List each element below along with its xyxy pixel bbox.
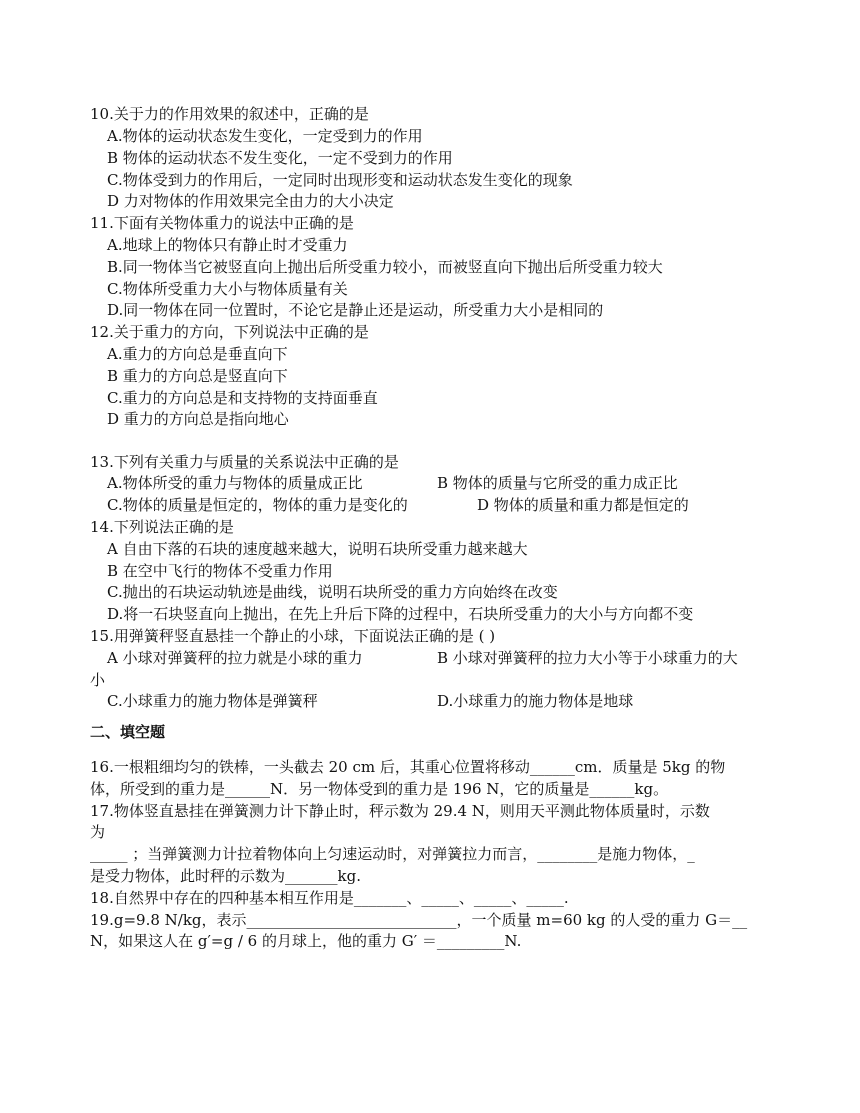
question-10-option-a: A.物体的运动状态发生变化，一定受到力的作用: [107, 127, 423, 145]
question-14-option-d: D.将一石块竖直向上抛出，在先上升后下降的过程中，石块所受重力的大小与方向都不变: [107, 605, 694, 623]
question-11-stem: 11.下面有关物体重力的说法中正确的是: [90, 214, 354, 232]
question-10-option-b: B 物体的运动状态不发生变化，一定不受到力的作用: [107, 149, 453, 167]
question-15-option-b-wrap: 小: [90, 671, 106, 689]
question-10-stem: 10.关于力的作用效果的叙述中，正确的是: [90, 105, 369, 123]
question-14-option-a: A 自由下落的石块的速度越来越大，说明石块所受重力越来越大: [107, 540, 528, 558]
question-15-stem: 15.用弹簧秤竖直悬挂一个静止的小球，下面说法正确的是 ( ): [90, 627, 496, 645]
question-14-stem: 14.下列说法正确的是: [90, 518, 234, 536]
question-11-option-b: B.同一物体当它被竖直向上抛出后所受重力较小，而被竖直向下抛出后所受重力较大: [107, 258, 663, 276]
question-17-line-2: 为: [90, 823, 106, 841]
question-11-option-c: C.物体所受重力大小与物体质量有关: [107, 280, 348, 298]
question-19-line-2: N，如果这人在 g′=g / 6 的月球上，他的重力 G′ ＝_________N.: [90, 932, 522, 950]
question-10-option-d: D 力对物体的作用效果完全由力的大小决定: [107, 192, 394, 210]
question-14-option-c: C.抛出的石块运动轨迹是曲线，说明石块所受的重力方向始终在改变: [107, 583, 558, 601]
question-13-stem: 13.下列有关重力与质量的关系说法中正确的是: [90, 453, 399, 471]
question-15-option-a: A 小球对弹簧秤的拉力就是小球的重力: [107, 649, 363, 667]
question-14-option-b: B 在空中飞行的物体不受重力作用: [107, 562, 333, 580]
question-12-option-a: A.重力的方向总是垂直向下: [107, 345, 288, 363]
question-13-option-d: D 物体的质量和重力都是恒定的: [477, 496, 689, 514]
question-13-option-b: B 物体的质量与它所受的重力成正比: [437, 474, 678, 492]
question-17-line-4: 是受力物体，此时秤的示数为_______kg.: [90, 867, 361, 885]
question-12-stem: 12.关于重力的方向，下列说法中正确的是: [90, 323, 369, 341]
question-13-option-a: A.物体所受的重力与物体的质量成正比: [107, 474, 363, 492]
question-10-option-c: C.物体受到力的作用后，一定同时出现形变和运动状态发生变化的现象: [107, 171, 573, 189]
question-12-option-b: B 重力的方向总是竖直向下: [107, 367, 288, 385]
question-19-line-1: 19.g=9.8 N/kg，表示____________________________，一个质量 m=60 kg 的人受的重力 G＝__: [90, 911, 748, 929]
question-11-option-a: A.地球上的物体只有静止时才受重力: [107, 236, 348, 254]
question-16-line-2: 体，所受到的重力是______N．另一物体受到的重力是 196 N，它的质量是______kg。: [90, 780, 669, 798]
section-heading-fill-in: 二、填空题: [90, 723, 166, 741]
question-15-option-b: B 小球对弹簧秤的拉力大小等于小球重力的大: [437, 649, 738, 667]
question-12-option-c: C.重力的方向总是和支持物的支持面垂直: [107, 389, 378, 407]
question-17-line-1: 17.物体竖直悬挂在弹簧测力计下静止时，秤示数为 29.4 N，则用天平测此物体质量时，示数: [90, 802, 710, 820]
question-18-line-1: 18.自然界中存在的四种基本相互作用是_______、_____、_____、_____.: [90, 889, 569, 907]
question-17-line-3: _____ ；当弹簧测力计拉着物体向上匀速运动时，对弹簧拉力而言，________是施力物体，_: [90, 845, 695, 863]
question-11-option-d: D.同一物体在同一位置时，不论它是静止还是运动，所受重力大小是相同的: [107, 301, 604, 319]
question-16-line-1: 16.一根粗细均匀的铁棒，一头截去 20 cm 后，其重心位置将移动______cm．质量是 5kg 的物: [90, 758, 726, 776]
question-12-option-d: D 重力的方向总是指向地心: [107, 410, 289, 428]
question-13-option-c: C.物体的质量是恒定的，物体的重力是变化的: [107, 496, 408, 514]
question-15-option-c: C.小球重力的施力物体是弹簧秤: [107, 692, 318, 710]
question-15-option-d: D.小球重力的施力物体是地球: [437, 692, 634, 710]
